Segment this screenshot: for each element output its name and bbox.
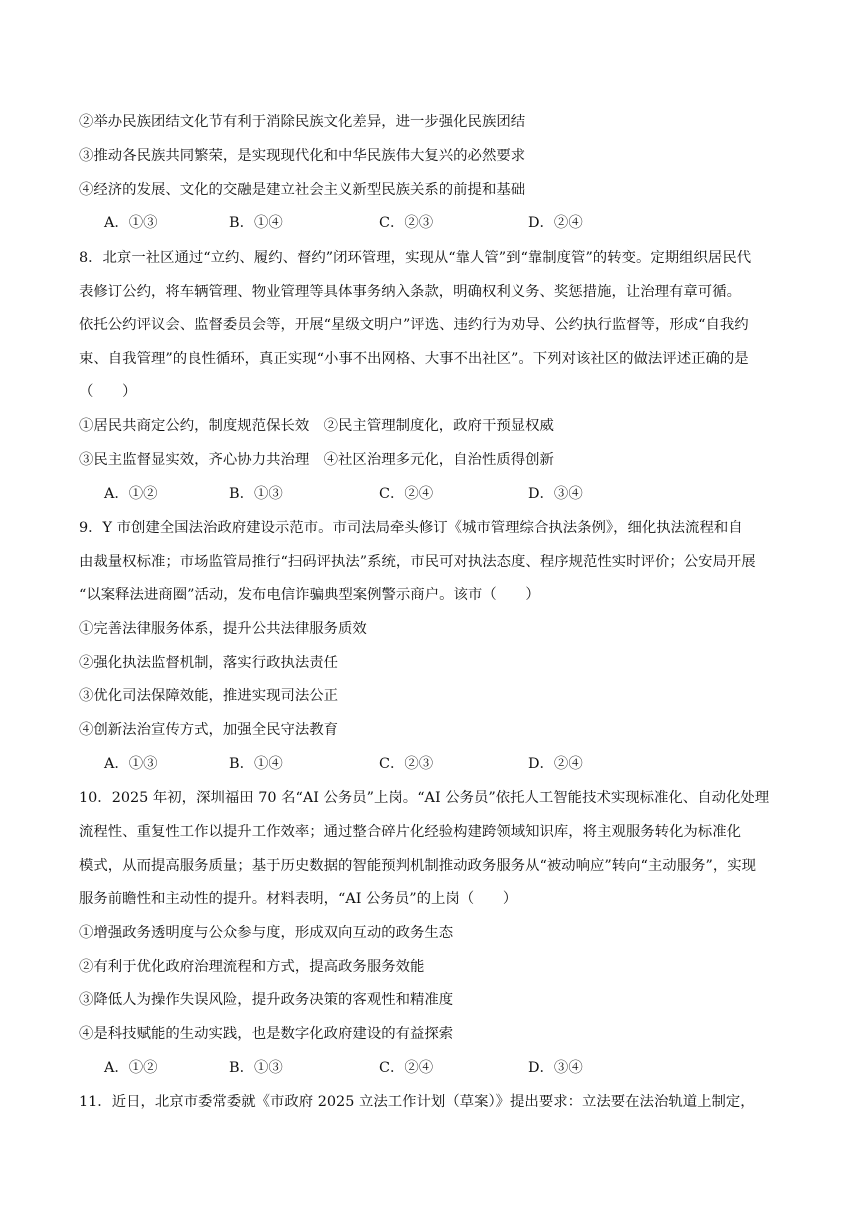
q10-option-line: ①增强政务透明度与公众参与度，形成双向互动的政务生态 xyxy=(79,925,454,941)
q9-stem-line: 由裁量权标准；市场监管局推行“扫码评执法”系统，市民可对执法态度、程序规范性实时评价；公安局开展 xyxy=(79,554,756,570)
q10-option-line: ②有利于优化政府治理流程和方式，提高政务服务效能 xyxy=(79,959,425,975)
option-4: ④经济的发展、文化的交融是建立社会主义新型民族关系的前提和基础 xyxy=(79,182,526,198)
q9-choice-c: C．②③ xyxy=(379,756,434,772)
choice-b: B．①④ xyxy=(229,215,283,231)
q9-stem-line: 9．Y 市创建全国法治政府建设示范市。市司法局牵头修订《城市管理综合执法条例》，细化执法流程和自 xyxy=(79,520,743,536)
q9-option-line: ①完善法律服务体系，提升公共法律服务质效 xyxy=(79,621,367,637)
q9-stem-line: “以案释法进商圈”活动，发布电信诈骗典型案例警示商户。该市（ ） xyxy=(79,587,540,603)
q8-choice-d: D．③④ xyxy=(528,486,583,502)
q8-choice-c: C．②④ xyxy=(379,486,434,502)
q8-choice-a: A．①② xyxy=(104,486,158,502)
q8-choice-b: B．①③ xyxy=(229,486,283,502)
q10-choice-c: C．②④ xyxy=(379,1060,434,1076)
q10-stem-line: 服务前瞻性和主动性的提升。材料表明，“AI 公务员”的上岗（ ） xyxy=(79,891,518,907)
q9-choice-b: B．①④ xyxy=(229,756,283,772)
choice-c: C．②③ xyxy=(379,215,434,231)
q9-option-line: ③优化司法保障效能，推进实现司法公正 xyxy=(79,688,339,704)
option-2: ②举办民族团结文化节有利于消除民族文化差异，进一步强化民族团结 xyxy=(79,114,526,130)
q10-stem-line: 10．2025 年初，深圳福田 70 名“AI 公务员”上岗。“AI 公务员”依托人工智能技术实现标准化、自动化处理 xyxy=(79,790,770,806)
q8-stem-line: 8．北京一社区通过“立约、履约、督约”闭环管理，实现从“靠人管”到“靠制度管”的转变。定期组织居民代 xyxy=(79,250,752,266)
q8-stem-line: 束、自我管理”的良性循环，真正实现“小事不出网格、大事不出社区”。下列对该社区的做法评述正确的是 xyxy=(79,351,749,367)
choice-d: D．②④ xyxy=(528,215,583,231)
choice-a: A．①③ xyxy=(104,215,158,231)
q9-option-line: ②强化执法监督机制，落实行政执法责任 xyxy=(79,655,339,671)
q9-choice-a: A．①③ xyxy=(104,756,158,772)
q10-choice-b: B．①③ xyxy=(229,1060,283,1076)
q10-choice-d: D．③④ xyxy=(528,1060,583,1076)
q10-stem-line: 流程性、重复性工作以提升工作效率；通过整合碎片化经验构建跨领域知识库，将主观服务转化为标准化 xyxy=(79,824,741,840)
option-3: ③推动各民族共同繁荣，是实现现代化和中华民族伟大复兴的必然要求 xyxy=(79,148,526,164)
q8-option-line: ③民主监督显实效，齐心协力共治理 ④社区治理多元化，自治性质得创新 xyxy=(79,452,554,468)
q10-option-line: ④是科技赋能的生动实践，也是数字化政府建设的有益探索 xyxy=(79,1026,454,1042)
q8-stem-line: 表修订公约，将车辆管理、物业管理等具体事务纳入条款，明确权利义务、奖惩措施，让治理有章可循。 xyxy=(79,284,741,300)
q8-option-line: ①居民共商定公约，制度规范保长效 ②民主管理制度化，政府干预显权威 xyxy=(79,418,554,434)
q9-option-line: ④创新法治宣传方式，加强全民守法教育 xyxy=(79,722,339,738)
q10-stem-line: 模式，从而提高服务质量；基于历史数据的智能预判机制推动政务服务从“被动响应”转向“主动服务”，实现 xyxy=(79,858,757,874)
q8-stem-line: 依托公约评议会、监督委员会等，开展“星级文明户”评选、违约行为劝导、公约执行监督等，形成“自我约 xyxy=(79,317,749,333)
q10-option-line: ③降低人为操作失误风险，提升政务决策的客观性和精准度 xyxy=(79,992,454,1008)
q11-stem-line: 11．近日，北京市委常委就《市政府 2025 立法工作计划（草案）》提出要求：立法要在法治轨道上制定， xyxy=(79,1094,755,1110)
q8-answer-bracket: （ ） xyxy=(79,384,137,400)
q9-choice-d: D．②④ xyxy=(528,756,583,772)
q10-choice-a: A．①② xyxy=(104,1060,158,1076)
